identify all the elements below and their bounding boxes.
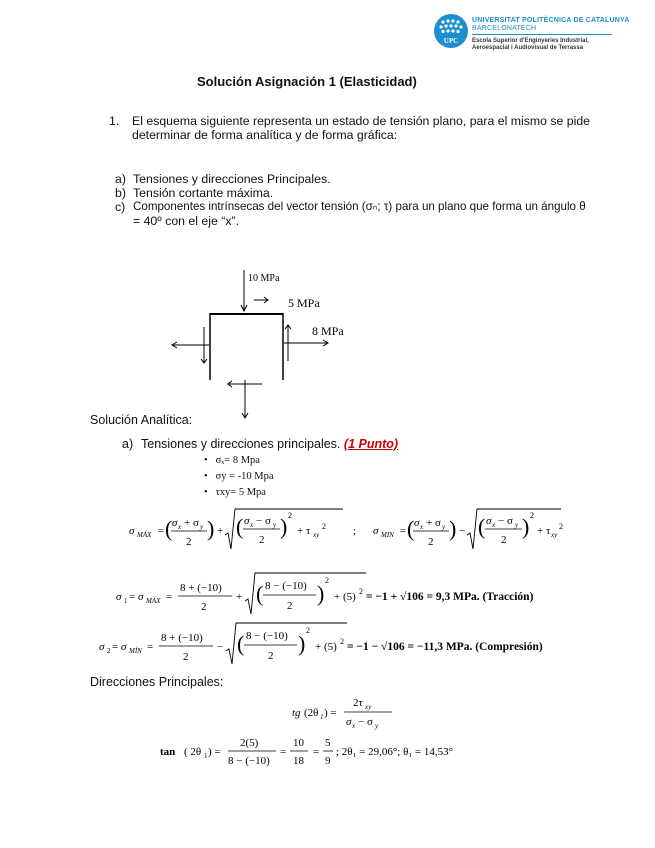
svg-text:MÁX: MÁX	[146, 597, 161, 605]
svg-text:8 − (−10): 8 − (−10)	[265, 580, 307, 592]
problem-text-line1: El esquema siguiente representa un estado de tensión plano, para el mismo se pide	[132, 114, 591, 128]
item-b-label: b)	[115, 186, 126, 200]
svg-text:+: +	[236, 591, 243, 603]
svg-text:σ: σ	[172, 517, 178, 529]
svg-text:2: 2	[201, 601, 207, 613]
svg-text:2: 2	[501, 534, 507, 546]
svg-text:( 2θ: ( 2θ	[184, 746, 202, 758]
part-a-points: (1 Punto)	[343, 437, 399, 451]
part-a-heading	[141, 437, 398, 451]
university-subname: BARCELONATECH	[472, 25, 537, 32]
svg-text:1: 1	[124, 597, 128, 605]
sigma1-calculation	[112, 570, 582, 616]
svg-text:− σ: − σ	[256, 515, 271, 527]
directions-heading: Direcciones Principales:	[90, 675, 224, 689]
bullet-sigma-x: • σₓ= 8 Mpa	[204, 455, 260, 466]
svg-text:σ: σ	[373, 525, 379, 537]
svg-text:+ σ: + σ	[426, 517, 441, 529]
svg-text:2: 2	[288, 511, 292, 520]
svg-text:8 + (−10): 8 + (−10)	[161, 632, 203, 644]
bullet-text: τxy= 5 Mpa	[215, 487, 266, 498]
direction-formula	[290, 692, 400, 732]
svg-text:2: 2	[306, 626, 310, 635]
svg-text:σ: σ	[346, 716, 352, 728]
svg-text:=: =	[280, 746, 287, 758]
svg-text:=: =	[313, 746, 320, 758]
svg-text:x: x	[352, 722, 356, 730]
university-logo	[434, 14, 468, 48]
svg-text:1: 1	[320, 713, 324, 721]
svg-text:− σ: − σ	[358, 716, 373, 728]
svg-text:8 − (−10): 8 − (−10)	[246, 630, 288, 642]
svg-text:MÍN: MÍN	[129, 647, 142, 655]
page-title: Solución Asignación 1 (Elasticidad)	[197, 74, 417, 89]
svg-text:2: 2	[287, 600, 293, 612]
svg-text:9: 9	[325, 755, 331, 767]
svg-text:+ τ: + τ	[297, 525, 311, 537]
svg-text:2: 2	[559, 522, 563, 531]
svg-text:σ: σ	[486, 515, 492, 527]
stress-element-diagram	[160, 265, 360, 425]
svg-text:=: =	[399, 525, 407, 537]
svg-text:(: (	[407, 516, 415, 541]
svg-text:8 − (−10): 8 − (−10)	[228, 755, 270, 767]
item-a-label: a)	[115, 172, 126, 186]
svg-text:σ: σ	[244, 515, 250, 527]
svg-text:MIN: MIN	[381, 531, 394, 539]
svg-text:) =: ) =	[324, 707, 337, 719]
svg-text:tg: tg	[292, 707, 301, 719]
svg-text:σ: σ	[138, 591, 144, 603]
bullet-tau-xy: • τxy= 5 Mpa	[204, 487, 266, 498]
svg-text:10: 10	[293, 737, 304, 749]
svg-text:y: y	[442, 523, 446, 531]
svg-text:): )	[449, 516, 457, 541]
item-c-label: c)	[115, 200, 126, 214]
svg-text:+ σ: + σ	[184, 517, 199, 529]
svg-text:y: y	[375, 722, 379, 730]
top-stress-label: 10 MPa	[248, 273, 280, 284]
school-name-line1: Escola Superior d'Enginyeries Industrial,	[472, 38, 589, 44]
tan-result: ; 2θ₁ = 29,06°; θ₁ = 14,53°	[336, 746, 454, 758]
svg-text:(: (	[236, 514, 244, 539]
svg-text:−: −	[459, 525, 466, 537]
svg-text:(: (	[165, 516, 173, 541]
solution-heading: Solución Analítica:	[90, 413, 193, 427]
svg-text:+: +	[217, 525, 224, 537]
item-c-text: Componentes intrínsecas del vector tensión (σₙ; τ) para un plano que forma un ángulo θ	[133, 200, 586, 213]
logo-label: UPC	[443, 37, 459, 45]
svg-text:+ τ: + τ	[537, 525, 551, 537]
svg-text:): )	[280, 514, 288, 539]
svg-text:y: y	[200, 523, 204, 531]
svg-text:2: 2	[428, 536, 434, 548]
bullet-text: σₓ= 8 Mpa	[215, 455, 260, 466]
svg-text:2: 2	[268, 650, 274, 662]
svg-text:2: 2	[530, 511, 534, 520]
svg-text:=: =	[129, 591, 136, 603]
upc-logo-icon	[434, 14, 468, 48]
svg-text:y: y	[515, 521, 519, 529]
svg-text:σ: σ	[121, 641, 127, 653]
svg-text:− σ: − σ	[498, 515, 513, 527]
svg-text:MÁX: MÁX	[137, 531, 152, 539]
svg-text:x: x	[178, 523, 182, 531]
svg-text:(: (	[237, 631, 245, 656]
svg-text:σ: σ	[129, 525, 135, 537]
svg-text:): )	[522, 514, 530, 539]
svg-text:σ: σ	[116, 591, 122, 603]
svg-text:xy: xy	[365, 703, 372, 711]
svg-text:(: (	[478, 514, 486, 539]
svg-text:x: x	[492, 521, 496, 529]
svg-text:=: =	[166, 591, 173, 603]
svg-text:σ: σ	[99, 641, 105, 653]
item-a-text: Tensiones y direcciones Principales.	[133, 172, 331, 186]
problem-number: 1.	[109, 114, 120, 128]
svg-text:2: 2	[359, 587, 363, 596]
svg-text:+ (5): + (5)	[315, 641, 337, 653]
item-b-text: Tensión cortante máxima.	[133, 186, 274, 200]
part-a-label: a)	[122, 437, 134, 451]
svg-text:) =: ) =	[208, 746, 221, 758]
bullet-sigma-y: • σy = -10 Mpa	[204, 471, 274, 482]
sigma2-calculation	[95, 620, 595, 666]
svg-text:−: −	[217, 641, 224, 653]
svg-text:xy: xy	[313, 531, 320, 539]
sigma2-result: = −1 − √106 = −11,3 MPa. (Compresión)	[347, 641, 543, 653]
svg-text:2: 2	[340, 637, 344, 646]
header-divider	[472, 34, 612, 35]
svg-text:=: =	[112, 641, 119, 653]
svg-text:18: 18	[293, 755, 304, 767]
svg-text:): )	[207, 516, 215, 541]
svg-text:;: ;	[353, 525, 357, 537]
svg-text:(2θ: (2θ	[304, 707, 319, 719]
svg-text:5: 5	[325, 737, 331, 749]
item-c-text-cont: = 40º con el eje “x”.	[133, 214, 239, 228]
svg-text:x: x	[250, 521, 254, 529]
svg-text:): )	[317, 581, 325, 606]
right-stress-label: 8 MPa	[312, 324, 344, 338]
svg-text:2τ: 2τ	[353, 697, 363, 709]
shear-stress-label: 5 MPa	[288, 296, 320, 310]
university-name: UNIVERSITAT POLITÈCNICA DE CATALUNYA	[472, 17, 630, 24]
problem-text-line2: determinar de forma analítica y de forma gráfica:	[132, 128, 398, 142]
svg-text:): )	[298, 631, 306, 656]
svg-text:2: 2	[186, 536, 192, 548]
svg-text:2: 2	[183, 651, 189, 663]
svg-text:1: 1	[204, 752, 208, 760]
svg-text:(: (	[256, 581, 264, 606]
svg-text:8 + (−10): 8 + (−10)	[180, 582, 222, 594]
svg-text:y: y	[273, 521, 277, 529]
bullet-text: σy = -10 Mpa	[215, 471, 274, 482]
svg-text:=: =	[147, 641, 154, 653]
svg-text:σ: σ	[414, 517, 420, 529]
general-principal-stress-formula	[125, 505, 565, 555]
school-name-line2: Aeroespacial i Audiovisual de Terrassa	[472, 45, 584, 51]
part-a-text: Tensiones y direcciones principales.	[141, 437, 341, 451]
svg-text:x: x	[420, 523, 424, 531]
svg-text:2: 2	[325, 576, 329, 585]
svg-text:=: =	[157, 525, 165, 537]
svg-text:tan: tan	[160, 746, 176, 758]
svg-text:2: 2	[322, 522, 326, 531]
sigma1-result: = −1 + √106 = 9,3 MPa. (Tracción)	[366, 591, 534, 603]
svg-text:xy: xy	[551, 531, 558, 539]
svg-text:2: 2	[107, 647, 111, 655]
svg-text:+ (5): + (5)	[334, 591, 356, 603]
svg-text:2: 2	[259, 534, 265, 546]
tan-calculation	[158, 733, 538, 773]
svg-text:2(5): 2(5)	[240, 737, 259, 749]
